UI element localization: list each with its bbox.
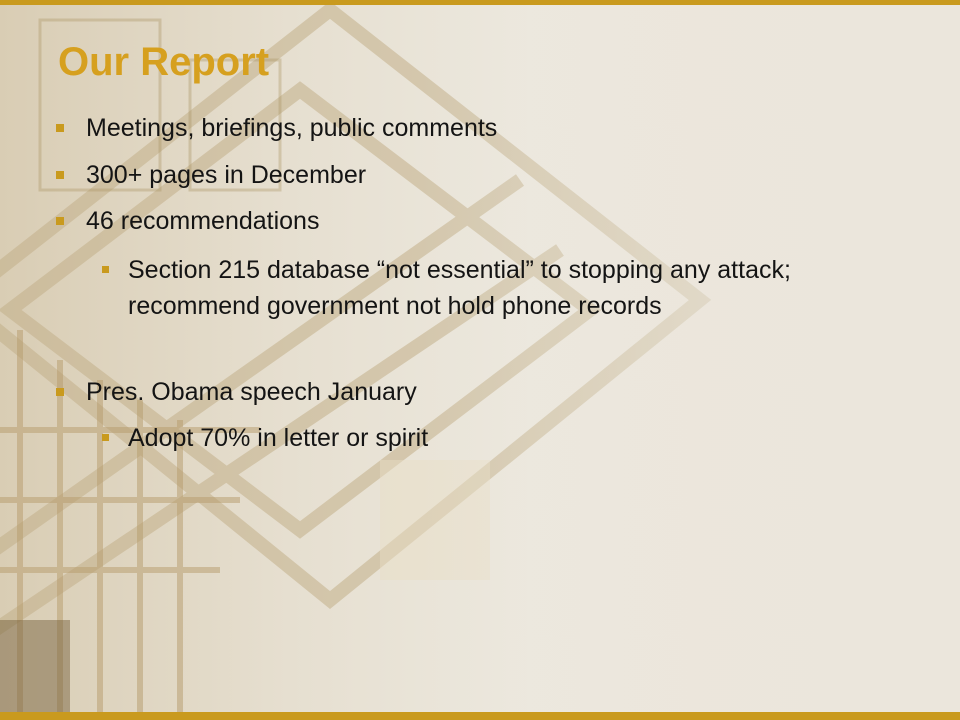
slide-title: Our Report — [58, 40, 270, 84]
bullet-text: Pres. Obama speech January — [86, 378, 417, 406]
bullet-text: Section 215 database “not essential” to stopping any attack; recommend government not hold phone records — [128, 256, 791, 320]
square-bullet-icon — [56, 171, 64, 179]
square-bullet-icon — [56, 124, 64, 132]
square-bullet-icon — [56, 217, 64, 225]
bullet-item — [86, 374, 886, 410]
square-bullet-icon — [102, 434, 109, 441]
bullet-text: Meetings, briefings, public comments — [86, 114, 498, 142]
sub-bullet-item — [128, 252, 878, 324]
bullet-item — [86, 203, 886, 239]
bullet-item — [86, 110, 886, 146]
bullet-text: 46 recommendations — [86, 207, 320, 235]
square-bullet-icon — [56, 388, 64, 396]
bullet-text: Adopt 70% in letter or spirit — [128, 424, 429, 452]
bullet-text: 300+ pages in December — [86, 161, 367, 189]
square-bullet-icon — [102, 266, 109, 273]
bullet-item — [86, 157, 886, 193]
sub-bullet-item — [128, 420, 888, 456]
